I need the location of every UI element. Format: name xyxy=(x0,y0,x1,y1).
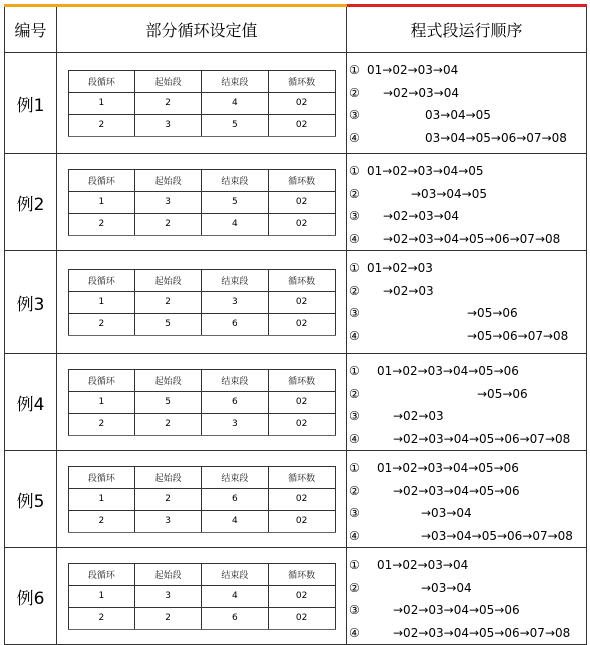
setting-row xyxy=(68,92,335,114)
sequence-text: →03→04 xyxy=(421,580,472,595)
setting-row xyxy=(68,391,335,413)
setting-header-cell: 循环数 xyxy=(268,70,335,92)
setting-cell-value: 3 xyxy=(202,291,269,313)
circled-number: ④ xyxy=(349,328,360,343)
setting-header-cell: 循环数 xyxy=(268,169,335,191)
setting-header-cell: 循环数 xyxy=(268,466,335,488)
setting-header-cell: 起始段 xyxy=(135,466,202,488)
circled-number: ② xyxy=(349,85,360,100)
sequence-line xyxy=(349,160,586,183)
circled-number: ④ xyxy=(349,528,360,543)
sequence-text: 01→02→03→04→05→06 xyxy=(377,461,519,475)
setting-cell-value: 6 xyxy=(202,391,269,413)
sequence-line xyxy=(349,82,586,105)
sequence-list xyxy=(347,354,586,450)
circled-number: ④ xyxy=(349,231,360,246)
sequence-text: 01→02→03→04→05→06 xyxy=(377,364,519,378)
setting-cell-value: 4 xyxy=(202,585,269,607)
example-label: 例2 xyxy=(5,154,57,251)
sequence-text: →02→03 xyxy=(383,283,434,298)
circled-number: ③ xyxy=(349,209,360,223)
circled-number: ① xyxy=(349,364,360,378)
setting-cell-value: 3 xyxy=(135,510,202,532)
setting-row xyxy=(68,607,335,629)
setting-cell-value: 3 xyxy=(135,191,202,213)
sequence-text: →05→06→07→08 xyxy=(467,328,569,343)
example-label: 例3 xyxy=(5,251,57,354)
sequence-text: →03→04→05 xyxy=(411,186,487,201)
example-label: 例1 xyxy=(5,53,57,154)
setting-cell-value: 2 xyxy=(68,313,135,335)
setting-cell xyxy=(57,251,347,354)
setting-header-cell: 起始段 xyxy=(135,70,202,92)
sequence-text: →02→03→04→05→06→07→08 xyxy=(383,231,561,246)
circled-number: ② xyxy=(349,580,360,595)
sequence-text: →03→04 xyxy=(421,506,472,520)
setting-row xyxy=(68,213,335,235)
sequence-text: →02→03→04→05→06→07→08 xyxy=(393,431,571,446)
setting-cell-value: 5 xyxy=(135,391,202,413)
sequence-line xyxy=(349,405,586,428)
sequence-list xyxy=(347,451,586,547)
sequence-line xyxy=(349,599,586,622)
sequence-text: 03→04→05→06→07→08 xyxy=(425,130,567,145)
setting-cell-value: 02 xyxy=(268,488,335,510)
sequence-text: 01→02→03→04 xyxy=(377,558,469,572)
setting-header-cell: 段循环 xyxy=(68,466,135,488)
sequence-text: 01→02→03→04 xyxy=(367,63,459,77)
sequence-line xyxy=(349,59,586,82)
circled-number: ③ xyxy=(349,306,360,320)
sequence-text: 01→02→03→04→05 xyxy=(367,164,484,178)
sequence-line xyxy=(349,622,586,645)
setting-cell xyxy=(57,354,347,451)
setting-cell-value: 02 xyxy=(268,92,335,114)
sequence-line xyxy=(349,480,586,503)
circled-number: ③ xyxy=(349,506,360,520)
setting-table xyxy=(68,269,336,336)
setting-header-row xyxy=(68,169,335,191)
setting-cell xyxy=(57,154,347,251)
sequence-cell xyxy=(347,53,587,154)
setting-header-row xyxy=(68,70,335,92)
setting-header-cell: 结束段 xyxy=(202,70,269,92)
setting-cell xyxy=(57,451,347,548)
setting-cell-value: 5 xyxy=(202,114,269,136)
circled-number: ① xyxy=(349,63,360,77)
sequence-line xyxy=(349,205,586,228)
sequence-cell xyxy=(347,451,587,548)
example-label: 例5 xyxy=(5,451,57,548)
sequence-text: →02→03→04→05→06 xyxy=(393,483,520,498)
setting-cell-value: 02 xyxy=(268,291,335,313)
setting-header-cell: 段循环 xyxy=(68,269,135,291)
setting-cell-value: 2 xyxy=(135,92,202,114)
setting-cell-value: 2 xyxy=(68,213,135,235)
sequence-list xyxy=(347,548,586,644)
sequence-line xyxy=(349,577,586,600)
setting-row xyxy=(68,291,335,313)
setting-row xyxy=(68,510,335,532)
setting-header-row xyxy=(68,466,335,488)
setting-cell-value: 6 xyxy=(202,313,269,335)
setting-header-cell: 结束段 xyxy=(202,269,269,291)
circled-number: ② xyxy=(349,283,360,298)
example-row xyxy=(5,53,587,154)
sequence-list xyxy=(347,53,586,149)
setting-cell-value: 02 xyxy=(268,391,335,413)
circled-number: ③ xyxy=(349,108,360,122)
setting-cell-value: 2 xyxy=(135,607,202,629)
sequence-line xyxy=(349,104,586,127)
setting-cell-value: 02 xyxy=(268,510,335,532)
setting-cell-value: 2 xyxy=(68,114,135,136)
sequence-line xyxy=(349,428,586,451)
setting-row xyxy=(68,413,335,435)
sequence-text: →02→03→04→05→06 xyxy=(393,603,520,617)
setting-header-row xyxy=(68,563,335,585)
setting-header-cell: 结束段 xyxy=(202,466,269,488)
circled-number: ④ xyxy=(349,625,360,640)
setting-header-cell: 段循环 xyxy=(68,169,135,191)
setting-cell-value: 6 xyxy=(202,488,269,510)
setting-header-cell: 循环数 xyxy=(268,269,335,291)
example-row xyxy=(5,451,587,548)
setting-cell-value: 5 xyxy=(202,191,269,213)
sequence-text: 01→02→03 xyxy=(367,261,433,275)
setting-header-cell: 段循环 xyxy=(68,369,135,391)
setting-cell-value: 2 xyxy=(135,213,202,235)
setting-cell-value: 1 xyxy=(68,585,135,607)
sequence-text: →02→03→04→05→06→07→08 xyxy=(393,625,571,640)
example-label: 例4 xyxy=(5,354,57,451)
setting-header-row xyxy=(68,369,335,391)
sequence-line xyxy=(349,257,586,280)
sequence-cell xyxy=(347,548,587,645)
setting-header-cell: 起始段 xyxy=(135,269,202,291)
setting-row xyxy=(68,191,335,213)
circled-number: ② xyxy=(349,483,360,498)
setting-cell xyxy=(57,53,347,154)
example-row xyxy=(5,154,587,251)
sequence-cell xyxy=(347,154,587,251)
setting-row xyxy=(68,313,335,335)
setting-cell-value: 02 xyxy=(268,313,335,335)
sequence-line xyxy=(349,325,586,348)
setting-cell-value: 1 xyxy=(68,391,135,413)
circled-number: ④ xyxy=(349,431,360,446)
setting-cell-value: 2 xyxy=(68,607,135,629)
circled-number: ③ xyxy=(349,409,360,423)
setting-table xyxy=(68,563,336,630)
setting-table xyxy=(68,369,336,436)
circled-number: ② xyxy=(349,386,360,401)
setting-header-cell: 循环数 xyxy=(268,563,335,585)
setting-cell-value: 2 xyxy=(135,413,202,435)
setting-cell-value: 1 xyxy=(68,191,135,213)
circled-number: ② xyxy=(349,186,360,201)
setting-header-cell: 起始段 xyxy=(135,563,202,585)
setting-cell-value: 4 xyxy=(202,213,269,235)
setting-cell-value: 3 xyxy=(202,413,269,435)
setting-cell-value: 3 xyxy=(135,585,202,607)
sequence-list xyxy=(347,251,586,347)
sequence-line xyxy=(349,360,586,383)
sequence-line xyxy=(349,228,586,251)
setting-cell-value: 1 xyxy=(68,488,135,510)
header-run-order: 程式段运行顺序 xyxy=(347,6,587,53)
setting-cell-value: 02 xyxy=(268,213,335,235)
setting-cell-value: 4 xyxy=(202,92,269,114)
setting-cell-value: 3 xyxy=(135,114,202,136)
sequence-line xyxy=(349,383,586,406)
sequence-text: →03→04→05→06→07→08 xyxy=(421,528,573,543)
setting-cell-value: 02 xyxy=(268,191,335,213)
cycle-table xyxy=(4,4,587,645)
setting-cell xyxy=(57,548,347,645)
circled-number: ① xyxy=(349,164,360,178)
setting-cell-value: 02 xyxy=(268,607,335,629)
sequence-line xyxy=(349,280,586,303)
sequence-text: →05→06 xyxy=(467,306,518,320)
circled-number: ④ xyxy=(349,130,360,145)
setting-cell-value: 2 xyxy=(135,488,202,510)
sequence-cell xyxy=(347,251,587,354)
setting-header-cell: 循环数 xyxy=(268,369,335,391)
sequence-line xyxy=(349,502,586,525)
setting-cell-value: 02 xyxy=(268,585,335,607)
example-row xyxy=(5,251,587,354)
setting-cell-value: 2 xyxy=(68,510,135,532)
setting-table xyxy=(68,466,336,533)
setting-cell-value: 02 xyxy=(268,114,335,136)
setting-header-row xyxy=(68,269,335,291)
sequence-line xyxy=(349,525,586,548)
table-body xyxy=(5,53,587,645)
circled-number: ① xyxy=(349,461,360,475)
circled-number: ① xyxy=(349,558,360,572)
setting-cell-value: 6 xyxy=(202,607,269,629)
sequence-line xyxy=(349,183,586,206)
setting-row xyxy=(68,114,335,136)
sequence-text: →02→03 xyxy=(393,409,444,423)
sequence-list xyxy=(347,154,586,250)
header-number: 编号 xyxy=(5,6,57,53)
setting-table xyxy=(68,169,336,236)
header-partial-cycle: 部分循环设定值 xyxy=(57,6,347,53)
sequence-line xyxy=(349,554,586,577)
setting-cell-value: 02 xyxy=(268,413,335,435)
setting-header-cell: 结束段 xyxy=(202,369,269,391)
setting-header-cell: 起始段 xyxy=(135,169,202,191)
setting-cell-value: 1 xyxy=(68,92,135,114)
setting-cell-value: 4 xyxy=(202,510,269,532)
sequence-text: 03→04→05 xyxy=(425,108,491,122)
setting-table xyxy=(68,70,336,137)
example-label: 例6 xyxy=(5,548,57,645)
setting-cell-value: 2 xyxy=(135,291,202,313)
setting-header-cell: 结束段 xyxy=(202,563,269,585)
circled-number: ③ xyxy=(349,603,360,617)
example-row xyxy=(5,548,587,645)
sequence-text: →02→03→04 xyxy=(383,85,459,100)
sequence-line xyxy=(349,127,586,150)
sequence-text: →02→03→04 xyxy=(383,209,459,223)
example-row xyxy=(5,354,587,451)
sequence-text: →05→06 xyxy=(477,386,528,401)
setting-cell-value: 2 xyxy=(68,413,135,435)
setting-row xyxy=(68,488,335,510)
circled-number: ① xyxy=(349,261,360,275)
header-row xyxy=(5,6,587,53)
setting-header-cell: 段循环 xyxy=(68,70,135,92)
sequence-cell xyxy=(347,354,587,451)
setting-row xyxy=(68,585,335,607)
setting-cell-value: 5 xyxy=(135,313,202,335)
setting-header-cell: 段循环 xyxy=(68,563,135,585)
setting-header-cell: 结束段 xyxy=(202,169,269,191)
sequence-line xyxy=(349,302,586,325)
sequence-line xyxy=(349,457,586,480)
setting-header-cell: 起始段 xyxy=(135,369,202,391)
setting-cell-value: 1 xyxy=(68,291,135,313)
